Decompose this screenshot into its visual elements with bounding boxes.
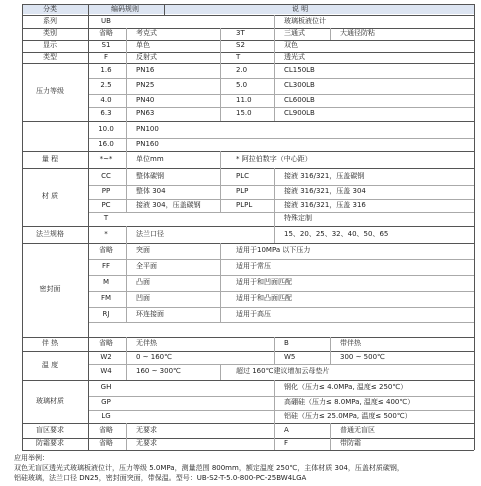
grid-line-v <box>220 107 221 121</box>
cell-col2: 考克式 <box>136 29 157 37</box>
grid-line-v <box>330 423 331 438</box>
cell-col1: W2 <box>100 352 112 361</box>
grid-line-v <box>220 28 221 40</box>
cell-col2: 单位mm <box>136 154 164 163</box>
grid-line-v <box>88 322 89 337</box>
header-bar <box>22 4 474 14</box>
row-label: 显示 <box>43 41 57 49</box>
cell-col1: GH <box>100 383 112 391</box>
cell-col1: RJ <box>102 309 110 318</box>
grid-line-h <box>88 275 474 276</box>
grid-line-v <box>88 337 89 351</box>
grid-line-v <box>126 243 127 259</box>
grid-line-v <box>274 94 275 107</box>
grid-line-h <box>88 396 474 397</box>
grid-line-v <box>126 185 127 199</box>
grid-line-v <box>274 396 275 410</box>
cell-col3: T <box>236 52 241 61</box>
grid-line-v <box>126 94 127 107</box>
grid-line-h <box>22 40 474 41</box>
grid-line-h <box>22 4 474 5</box>
cell-col1: LG <box>101 411 111 420</box>
row-label: 系列 <box>43 16 57 25</box>
example-line-2: 铝硅玻璃，法兰口径 DN25，密封面突面，带保温。型号：UB-S2-T-5.0-800-PC-25BW4LGA <box>14 474 307 482</box>
grid-line-v <box>88 307 89 322</box>
grid-line-v <box>220 52 221 63</box>
cell-col4: CL150LB <box>284 65 315 74</box>
cell-col2: 160 ~ 300℃ <box>136 367 181 375</box>
grid-line-v <box>88 121 89 138</box>
cell-col2: 全平面 <box>136 262 157 270</box>
grid-line-v <box>88 380 89 396</box>
grid-line-v <box>126 107 127 121</box>
row-label: 法兰规格 <box>36 229 64 238</box>
grid-line-h <box>22 63 474 64</box>
grid-line-v <box>274 63 275 78</box>
grid-line-v <box>274 438 275 450</box>
cell-col3: PLP <box>236 187 249 195</box>
grid-line-v <box>126 28 127 40</box>
cell-col2: 无要求 <box>136 425 157 434</box>
cell-col4: CL300LB <box>284 81 315 89</box>
cell-col1: 省略 <box>99 339 113 347</box>
cell-col1: M <box>102 278 110 286</box>
cell-col3: 5.0 <box>236 81 248 89</box>
cell-col2: PN40 <box>136 95 155 104</box>
grid-line-v <box>126 423 127 438</box>
cell-col1: 6.3 <box>100 109 112 117</box>
cell-col3: 3T <box>236 29 245 37</box>
grid-line-h <box>88 107 474 108</box>
grid-line-v <box>126 259 127 275</box>
row-label: 密封面 <box>39 285 61 293</box>
grid-line-v <box>126 226 127 243</box>
grid-line-v <box>220 243 221 259</box>
cell-col1: FM <box>100 294 112 302</box>
cell-col1: 2.5 <box>100 81 112 89</box>
grid-line-v <box>274 226 275 243</box>
cell-col2: 凹面 <box>136 294 150 302</box>
grid-line-v <box>88 275 89 291</box>
grid-line-v <box>274 410 275 423</box>
cell-col3: 适用于常压 <box>236 262 271 270</box>
cell-col3: 适用于和凹面匹配 <box>236 278 292 286</box>
grid-line-v <box>274 212 275 226</box>
grid-line-v <box>220 168 221 185</box>
cell-col2: 突面 <box>136 246 150 254</box>
cell-col2: 接液 304，压盖碳钢 <box>136 200 201 209</box>
grid-line-v <box>88 151 89 168</box>
cell-col2: 无伴热 <box>136 339 157 347</box>
grid-line-h <box>88 410 474 411</box>
grid-line-v <box>88 63 89 78</box>
cell-col1: FF <box>101 262 111 270</box>
cell-col2: 整体碳钢 <box>136 171 164 180</box>
cell-col4: F <box>284 439 289 447</box>
grid-line-v <box>220 364 221 380</box>
row-label: 量 程 <box>41 154 59 163</box>
grid-line-v <box>220 185 221 199</box>
grid-line-v <box>220 40 221 52</box>
row-label: 盲区要求 <box>36 425 64 434</box>
grid-line-v <box>220 307 221 322</box>
cell-col2: 无要求 <box>136 439 157 447</box>
grid-line-v <box>126 168 127 185</box>
cell-col3: 适用于和凸面匹配 <box>236 294 292 302</box>
cell-col1: * <box>104 229 108 238</box>
cell-col1: F <box>103 52 109 61</box>
grid-line-v <box>474 4 475 450</box>
grid-line-v <box>274 351 275 364</box>
grid-line-h <box>22 351 474 352</box>
grid-line-v <box>330 438 331 450</box>
grid-line-v <box>220 259 221 275</box>
cell-col3: S2 <box>236 41 245 49</box>
cell-col4: 特殊定制 <box>284 214 312 222</box>
grid-line-v <box>126 307 127 322</box>
grid-line-v <box>88 410 89 423</box>
cell-col4: 15、20、25、32、40、50、65 <box>284 229 389 238</box>
grid-line-v <box>88 199 89 212</box>
cell-col2: PN63 <box>136 109 155 117</box>
grid-line-v <box>126 351 127 364</box>
grid-line-v <box>88 107 89 121</box>
row-label: 类别 <box>43 29 57 37</box>
cell-col1: CC <box>101 171 111 180</box>
cell-col2: 凸面 <box>136 278 150 286</box>
grid-line-v <box>126 438 127 450</box>
grid-line-h <box>22 380 474 381</box>
grid-line-h <box>22 28 474 29</box>
cell-col3: 超过 160℃建议增加云母垫片 <box>236 367 330 375</box>
grid-line-v <box>126 151 127 168</box>
header-description: 说 明 <box>291 5 309 13</box>
cell-col4: 高硼硅（压力≤ 8.0MPa, 温度≤ 400℃） <box>284 398 415 406</box>
cell-col4: 接液 316/321，压盖碳钢 <box>284 171 365 180</box>
grid-line-v <box>274 107 275 121</box>
cell-col3: 15.0 <box>236 109 252 117</box>
cell-col1: S1 <box>101 41 111 49</box>
cell-col4: 双色 <box>284 41 298 49</box>
cell-col4: CL600LB <box>284 95 315 104</box>
grid-line-h <box>88 185 474 186</box>
grid-line-v <box>274 28 275 40</box>
cell-col1: *~* <box>99 154 113 163</box>
grid-line-v <box>126 364 127 380</box>
cell-col3: 适用于10MPa 以下压力 <box>236 246 311 254</box>
cell-col3: 11.0 <box>236 95 252 104</box>
grid-line-v <box>88 185 89 199</box>
grid-line-v <box>274 52 275 63</box>
grid-line-v <box>274 168 275 185</box>
grid-line-v <box>330 337 331 351</box>
grid-line-v <box>164 4 165 15</box>
grid-line-v <box>220 63 221 78</box>
row-label: 类型 <box>43 52 57 61</box>
grid-line-v <box>220 199 221 212</box>
grid-line-h <box>88 212 474 213</box>
cell-col4: 铝硅（压力≤ 25.0MPa, 温度≤ 500℃） <box>284 411 412 420</box>
cell-col1: PP <box>101 187 111 195</box>
grid-line-h <box>88 364 474 365</box>
grid-line-v <box>88 364 89 380</box>
header-code-spec: 编码规则 <box>111 5 139 13</box>
cell-col2: PN16 <box>136 65 155 74</box>
grid-line-v <box>88 168 89 185</box>
grid-line-h <box>88 78 474 79</box>
grid-line-h <box>88 259 474 260</box>
grid-line-v <box>220 78 221 94</box>
grid-line-v <box>220 275 221 291</box>
grid-line-h <box>88 199 474 200</box>
grid-line-h <box>22 337 474 338</box>
row-label: 温 度 <box>41 360 59 369</box>
cell-col4: A <box>284 425 289 434</box>
cell-col1: 省略 <box>99 425 113 434</box>
grid-line-v <box>274 337 275 351</box>
grid-line-v <box>88 138 89 151</box>
grid-line-v <box>126 138 127 151</box>
cell-col5: 大通径防粘 <box>340 29 375 37</box>
grid-line-h <box>88 94 474 95</box>
cell-col4: 三通式 <box>284 29 305 37</box>
grid-line-h <box>22 226 474 227</box>
cell-col1: 省略 <box>99 439 113 447</box>
grid-line-v <box>126 121 127 138</box>
cell-col4: 接液 316/321，压盖 304 <box>284 187 366 195</box>
grid-line-v <box>274 40 275 52</box>
grid-line-v <box>88 243 89 259</box>
cell-col2: 整体 304 <box>136 187 166 195</box>
grid-line-v <box>126 40 127 52</box>
cell-col2: PN100 <box>136 124 159 133</box>
grid-line-v <box>88 15 89 28</box>
grid-line-h <box>22 151 474 152</box>
grid-line-v <box>274 199 275 212</box>
cell-col3: PLPL <box>236 200 253 209</box>
grid-line-v <box>126 63 127 78</box>
cell-col1: 省略 <box>99 246 113 254</box>
grid-line-v <box>88 78 89 94</box>
cell-col2: 反射式 <box>136 52 157 61</box>
grid-line-h <box>88 307 474 308</box>
grid-line-v <box>220 94 221 107</box>
grid-line-v <box>220 151 221 168</box>
grid-line-h <box>88 322 474 323</box>
cell-col1: GP <box>101 398 111 406</box>
cell-col1: 16.0 <box>98 139 114 148</box>
grid-line-h <box>88 138 474 139</box>
grid-line-v <box>88 28 89 40</box>
grid-line-v <box>88 351 89 364</box>
grid-line-v <box>126 275 127 291</box>
cell-col3: PLC <box>236 171 250 180</box>
grid-line-v <box>88 4 89 15</box>
grid-line-v <box>88 226 89 243</box>
cell-col2: 0 ~ 160℃ <box>136 352 172 361</box>
grid-line-h <box>22 15 474 16</box>
grid-line-v <box>88 94 89 107</box>
grid-line-v <box>274 380 275 396</box>
cell-col2: PN160 <box>136 139 159 148</box>
grid-line-v <box>274 423 275 438</box>
grid-line-v <box>274 185 275 199</box>
cell-col4: 玻璃板液位计 <box>284 16 326 25</box>
grid-line-v <box>88 212 89 226</box>
cell-col1: UB <box>101 16 111 25</box>
row-label: 伴 热 <box>41 339 59 347</box>
row-label: 压力等级 <box>36 87 64 95</box>
cell-col3: 适用于高压 <box>236 309 271 318</box>
cell-col1: 1.6 <box>100 65 112 74</box>
cell-col2: 环连接面 <box>136 309 164 318</box>
cell-col5: 带伴热 <box>340 339 361 347</box>
grid-line-v <box>88 259 89 275</box>
cell-col4: 透光式 <box>284 52 305 61</box>
row-label: 玻璃材质 <box>36 396 64 405</box>
grid-line-h <box>22 450 474 451</box>
grid-line-v <box>220 291 221 307</box>
grid-line-v <box>330 351 331 364</box>
cell-col1: PC <box>101 200 111 209</box>
cell-col5: 普通无盲区 <box>340 425 375 434</box>
grid-line-v <box>274 78 275 94</box>
cell-col1: T <box>103 214 109 222</box>
grid-line-v <box>274 15 275 28</box>
cell-col3: 2.0 <box>236 65 248 74</box>
grid-line-h <box>22 423 474 424</box>
grid-line-h <box>22 243 474 244</box>
cell-col4: CL900LB <box>284 109 315 117</box>
cell-col1: 10.0 <box>98 124 114 133</box>
grid-line-v <box>88 291 89 307</box>
cell-col3: * 阿拉伯数字（中心距） <box>236 154 312 163</box>
grid-line-v <box>126 78 127 94</box>
cell-col5: 带防霜 <box>340 439 361 447</box>
cell-col4: W5 <box>284 352 296 361</box>
example-title: 应用举例： <box>14 454 49 462</box>
grid-line-v <box>88 438 89 450</box>
cell-col4: 接液 316/321，压盖 316 <box>284 200 366 209</box>
grid-line-v <box>126 337 127 351</box>
cell-col2: 法兰口径 <box>136 229 164 238</box>
grid-line-v <box>88 423 89 438</box>
grid-line-h <box>22 438 474 439</box>
grid-line-h <box>22 52 474 53</box>
grid-line-v <box>88 40 89 52</box>
cell-col2: 单色 <box>136 41 150 49</box>
cell-col5: 300 ~ 500℃ <box>340 352 385 361</box>
grid-line-v <box>126 291 127 307</box>
grid-line-h <box>22 168 474 169</box>
cell-col4: B <box>284 339 289 347</box>
cell-col1: 省略 <box>99 29 113 37</box>
cell-col2: PN25 <box>136 81 155 89</box>
row-label: 防霜要求 <box>36 439 64 447</box>
cell-col1: W4 <box>100 367 112 375</box>
grid-line-v <box>88 52 89 63</box>
example-line-1: 双色无盲区透光式玻璃板液位计，压力等级 5.0MPa，测量范围 800mm，额定温度 250℃，主体材质 304，压盖材质碳钢， <box>14 464 404 472</box>
grid-line-h <box>88 291 474 292</box>
cell-col1: 4.0 <box>100 95 112 104</box>
header-category: 分类 <box>43 5 57 13</box>
grid-line-v <box>88 396 89 410</box>
grid-line-v <box>330 28 331 40</box>
grid-line-v <box>126 52 127 63</box>
grid-line-h <box>22 121 474 122</box>
grid-line-v <box>126 199 127 212</box>
cell-col4: 钢化（压力≤ 4.0MPa, 温度≤ 250℃） <box>284 383 408 391</box>
row-label: 材 质 <box>41 192 59 200</box>
grid-line-v <box>22 4 23 450</box>
